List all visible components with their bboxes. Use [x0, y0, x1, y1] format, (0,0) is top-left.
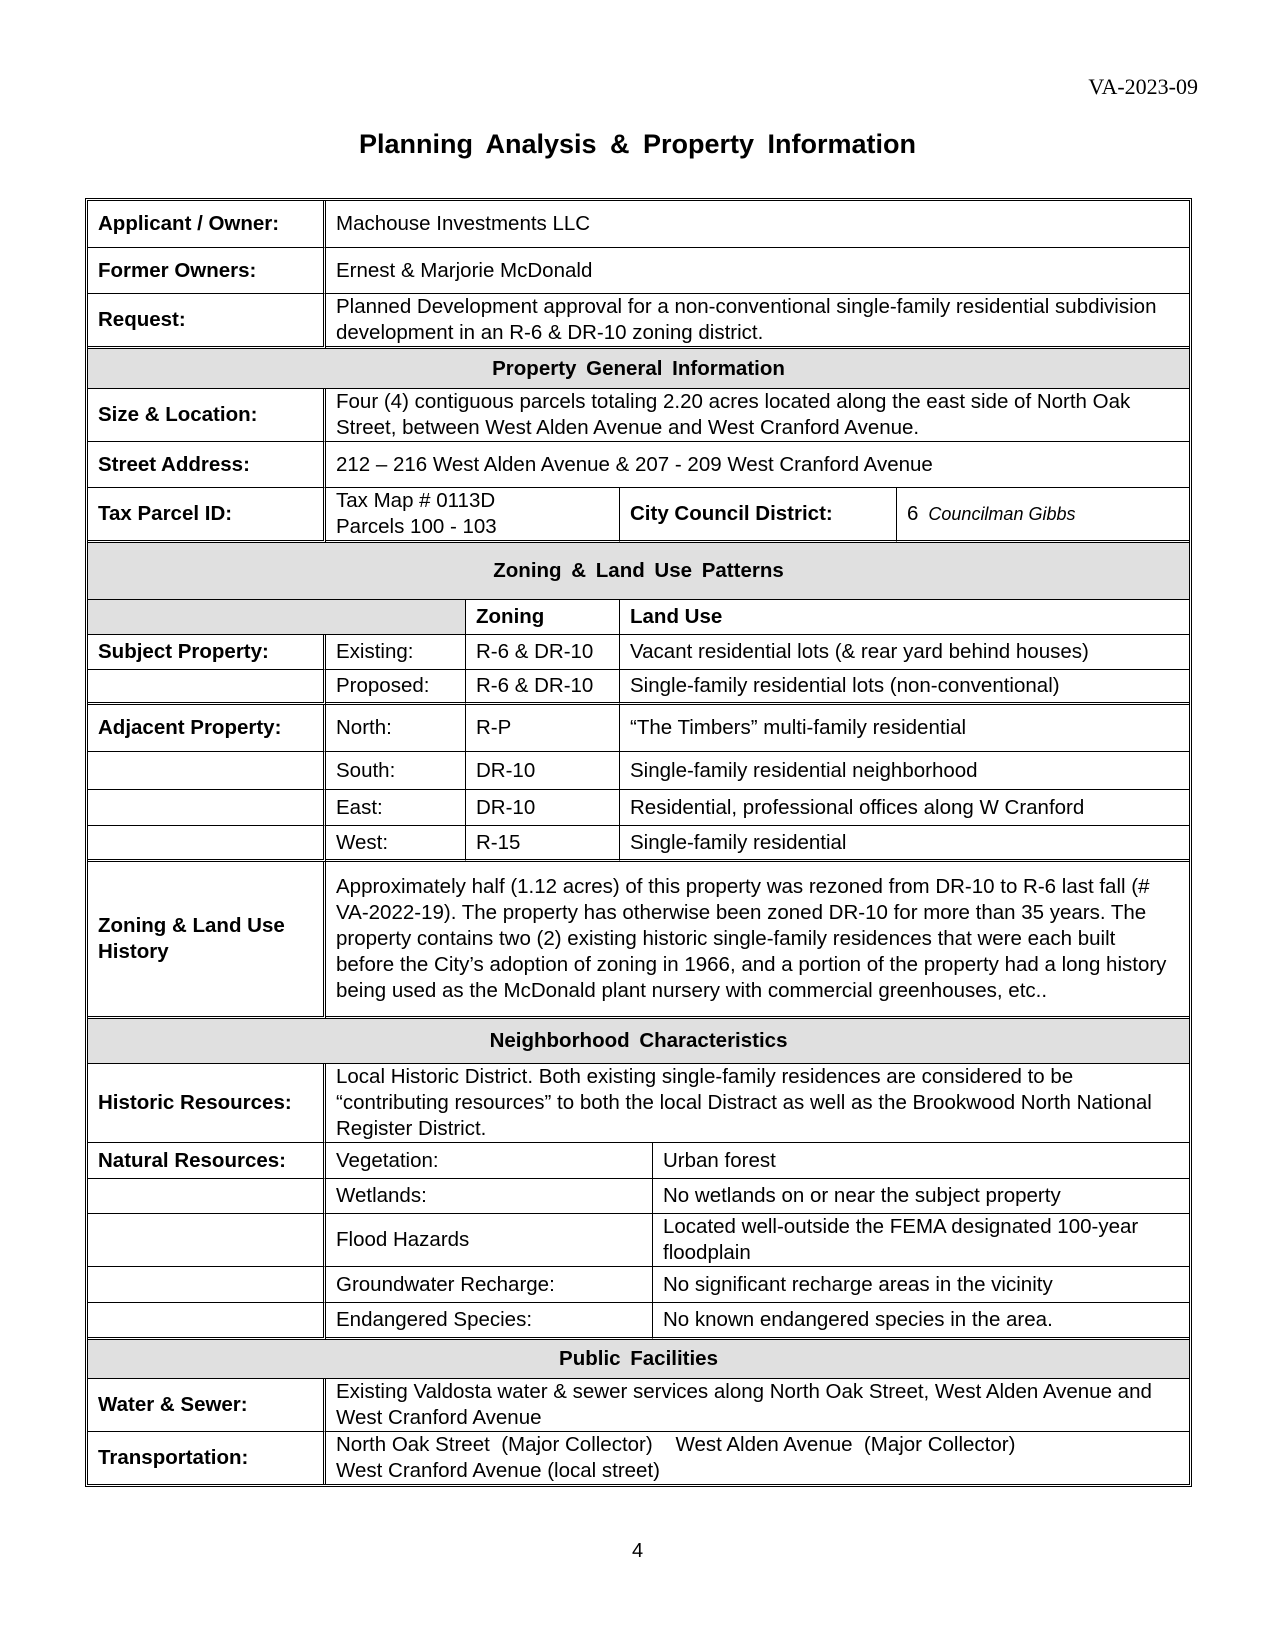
historic-resources-value: Local Historic District. Both existing single-family residences are considered to be “contributing resources” to both the local Distract as well as the Brookwood North National Register District.	[326, 1064, 1189, 1143]
council-district-number: 6	[907, 502, 919, 525]
resource-value-cell: No significant recharge areas in the vicinity	[653, 1267, 1189, 1303]
street-address-value: 212 – 216 West Alden Avenue & 207 - 209 West Cranford Avenue	[326, 442, 1189, 488]
table-row	[88, 635, 1189, 670]
resource-value-cell: No wetlands on or near the subject property	[653, 1179, 1189, 1214]
page-title: Planning Analysis & Property Information	[358, 129, 917, 159]
table-row	[88, 1179, 1189, 1214]
blank-label	[88, 790, 326, 826]
historic-resources-label: Historic Resources:	[88, 1064, 326, 1143]
zoning-cell: DR-10	[466, 752, 620, 790]
land-use-column-header: Land Use	[620, 600, 1189, 635]
row-historic-resources	[88, 1064, 1189, 1143]
zoning-column-header: Zoning	[466, 600, 620, 635]
table-row	[88, 790, 1189, 826]
transportation-line-2: West Cranford Avenue (local street)	[336, 1459, 660, 1482]
former-owners-label: Former Owners:	[88, 248, 326, 294]
resource-item-cell: Flood Hazards	[326, 1214, 653, 1267]
row-water-sewer	[88, 1379, 1189, 1432]
row-former-owners	[88, 248, 1189, 294]
row-street-address	[88, 442, 1189, 488]
direction-cell: North:	[326, 705, 466, 752]
subject-property-label: Subject Property:	[88, 635, 326, 670]
zoning-header-blank	[88, 600, 466, 635]
blank-label	[88, 1267, 326, 1303]
direction-cell: Existing:	[326, 635, 466, 670]
section-heading: Neighborhood Characteristics	[88, 1019, 1189, 1064]
land-use-cell: Residential, professional offices along W Cranford	[620, 790, 1189, 826]
tax-map: Tax Map # 0113D	[336, 489, 496, 512]
blank-label	[88, 1303, 326, 1340]
former-owners-value: Ernest & Marjorie McDonald	[326, 248, 1189, 294]
row-zoning-history	[88, 862, 1189, 1019]
blank-label	[88, 826, 326, 862]
zoning-cell: R-P	[466, 705, 620, 752]
tax-parcels: Parcels 100 - 103	[336, 515, 497, 538]
direction-cell: Proposed:	[326, 670, 466, 705]
land-use-cell: Single-family residential	[620, 826, 1189, 862]
row-tax-parcel	[88, 488, 1189, 543]
table-row	[88, 752, 1189, 790]
section-public-facilities	[88, 1340, 1189, 1379]
resource-item-cell: Groundwater Recharge:	[326, 1267, 653, 1303]
water-sewer-label: Water & Sewer:	[88, 1379, 326, 1432]
zoning-cell: R-6 & DR-10	[466, 670, 620, 705]
transportation-value	[326, 1432, 1189, 1484]
resource-item-cell: Vegetation:	[326, 1143, 653, 1179]
section-heading: Zoning & Land Use Patterns	[88, 543, 1189, 600]
land-use-cell: Single-family residential neighborhood	[620, 752, 1189, 790]
blank-label	[88, 752, 326, 790]
section-heading: Public Facilities	[88, 1340, 1189, 1379]
blank-label	[88, 1214, 326, 1267]
request-value: Planned Development approval for a non-conventional single-family residential subdivision development in an R-6 & DR-10 zoning district.	[326, 294, 1189, 349]
zoning-history-label: Zoning & Land Use History	[88, 862, 326, 1019]
council-district-label: City Council District:	[620, 488, 897, 543]
zoning-cell: R-6 & DR-10	[466, 635, 620, 670]
table-row	[88, 1143, 1189, 1179]
table-row	[88, 1267, 1189, 1303]
transportation-line-1: North Oak Street (Major Collector) West Alden Avenue (Major Collector)	[336, 1433, 1016, 1456]
table-row	[88, 826, 1189, 862]
transportation-label: Transportation:	[88, 1432, 326, 1484]
applicant-value: Machouse Investments LLC	[326, 201, 1189, 248]
tax-parcel-label: Tax Parcel ID:	[88, 488, 326, 543]
row-applicant	[88, 201, 1189, 248]
resource-item-cell: Wetlands:	[326, 1179, 653, 1214]
row-transportation	[88, 1432, 1189, 1484]
section-property-general	[88, 349, 1189, 389]
resource-value-cell: No known endangered species in the area.	[653, 1303, 1189, 1340]
direction-cell: West:	[326, 826, 466, 862]
property-info-table	[85, 198, 1192, 1487]
street-address-label: Street Address:	[88, 442, 326, 488]
direction-cell: East:	[326, 790, 466, 826]
council-member: Councilman Gibbs	[928, 504, 1076, 524]
zoning-history-value: Approximately half (1.12 acres) of this property was rezoned from DR-10 to R-6 last fall (# VA-2022-19). The property has otherwise been zoned DR-10 for more than 35 years. The property contains two (2) existing historic single-family residences that were each built before the City’s adoption of zoning in 1966, and a portion of the property had a long history being used as the McDonald plant nursery with commercial greenhouses, etc..	[326, 862, 1189, 1019]
table-row	[88, 670, 1189, 705]
tax-parcel-value	[326, 488, 620, 543]
size-location-label: Size & Location:	[88, 389, 326, 442]
zoning-cell: R-15	[466, 826, 620, 862]
council-district-value	[897, 488, 1189, 543]
page-number: 4	[631, 1540, 644, 1562]
adjacent-property-label: Adjacent Property:	[88, 705, 326, 752]
table-row	[88, 1214, 1189, 1267]
section-zoning	[88, 543, 1189, 600]
size-location-value: Four (4) contiguous parcels totaling 2.20 acres located along the east side of North Oak Street, between West Alden Avenue and West Cranford Avenue.	[326, 389, 1189, 442]
resource-value-cell: Urban forest	[653, 1143, 1189, 1179]
blank-label	[88, 1179, 326, 1214]
land-use-cell: Vacant residential lots (& rear yard behind houses)	[620, 635, 1189, 670]
water-sewer-value: Existing Valdosta water & sewer services along North Oak Street, West Alden Avenue and West Cranford Avenue	[326, 1379, 1189, 1432]
section-heading: Property General Information	[88, 349, 1189, 389]
blank-label	[88, 670, 326, 705]
request-label: Request:	[88, 294, 326, 349]
row-request	[88, 294, 1189, 349]
natural-resources-label: Natural Resources:	[88, 1143, 326, 1179]
row-size-location	[88, 389, 1189, 442]
direction-cell: South:	[326, 752, 466, 790]
section-neighborhood	[88, 1019, 1189, 1064]
zoning-cell: DR-10	[466, 790, 620, 826]
table-row	[88, 1303, 1189, 1340]
row-zoning-header	[88, 600, 1189, 635]
land-use-cell: Single-family residential lots (non-conventional)	[620, 670, 1189, 705]
resource-item-cell: Endangered Species:	[326, 1303, 653, 1340]
land-use-cell: “The Timbers” multi-family residential	[620, 705, 1189, 752]
applicant-label: Applicant / Owner:	[88, 201, 326, 248]
table-row	[88, 705, 1189, 752]
document-id: VA-2023-09	[1088, 74, 1198, 99]
resource-value-cell: Located well-outside the FEMA designated 100-year floodplain	[653, 1214, 1189, 1267]
